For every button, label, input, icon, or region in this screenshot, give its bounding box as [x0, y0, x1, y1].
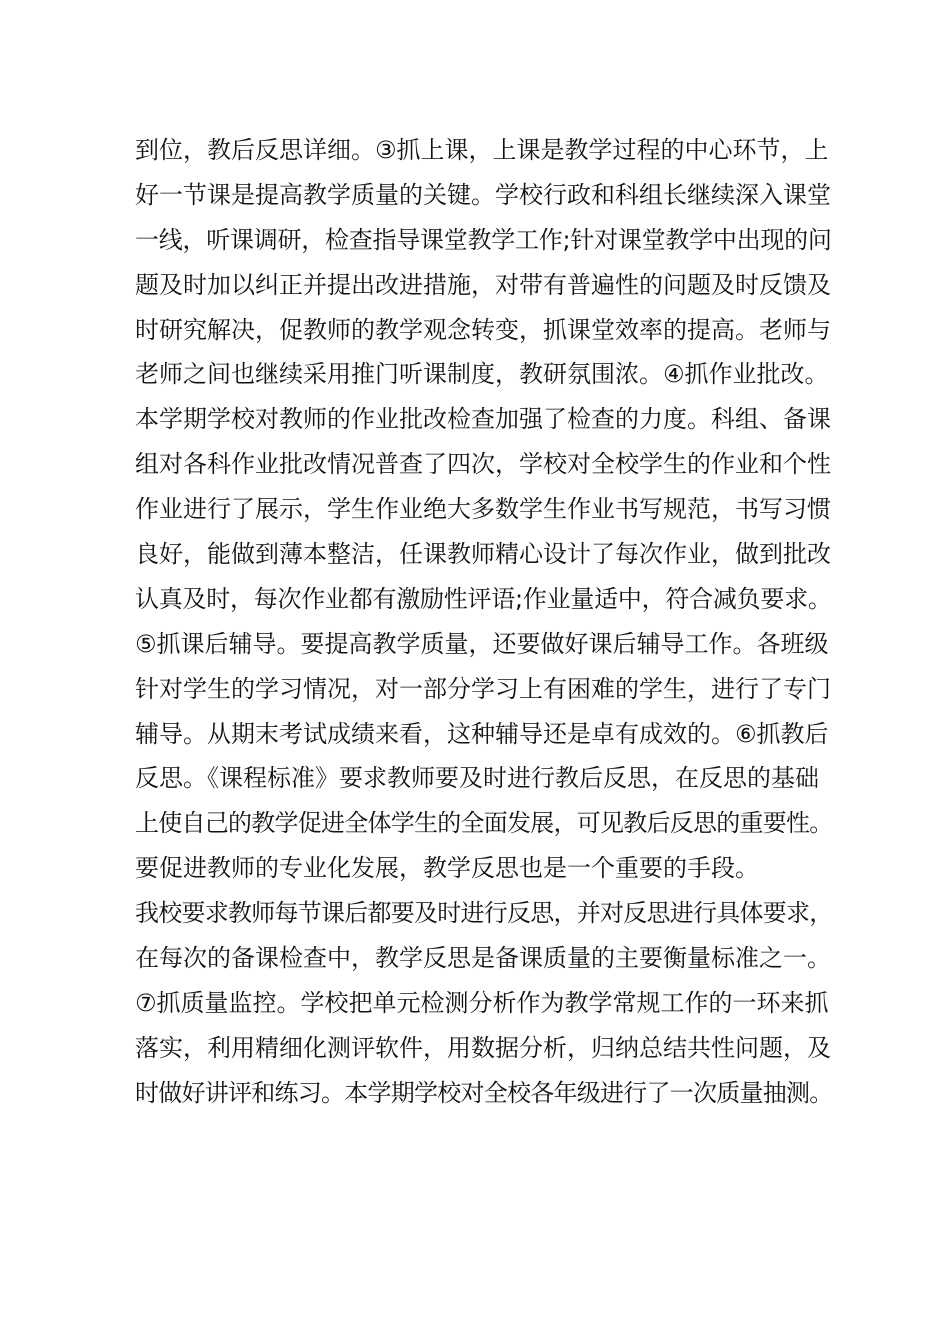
text-line: 针对学生的学习情况，对一部分学习上有困难的学生，进行了专门 — [135, 674, 831, 703]
text-line: 辅导。从期末考试成绩来看，这种辅导还是卓有成效的。⑥抓教后 — [135, 719, 829, 748]
text-line: 要促进教师的专业化发展，教学反思也是一个重要的手段。 — [135, 854, 759, 883]
text-line: 到位，教后反思详细。③抓上课，上课是教学过程的中心环节，上 — [135, 136, 829, 164]
text-line: 作业进行了展示，学生作业绝大多数学生作业书写规范，书写习惯 — [135, 495, 831, 524]
text-line: 组对各科作业批改情况普查了四次，学校对全校学生的作业和个性 — [135, 450, 831, 479]
text-line: 我校要求教师每节课后都要及时进行反思，并对反思进行具体要求， — [135, 899, 833, 928]
body-text — [135, 128, 835, 1116]
text-line: 老师之间也继续采用推门听课制度，教研氛围浓。④抓作业批改。 — [135, 360, 829, 389]
text-line: 时做好讲评和练习。本学期学校对全校各年级进行了一次质量抽测。 — [135, 1078, 833, 1107]
text-line: ⑤抓课后辅导。要提高教学质量，还要做好课后辅导工作。各班级 — [135, 629, 829, 658]
text-line: 上使自己的教学促进全体学生的全面发展，可见教后反思的重要性。 — [135, 809, 833, 838]
text-line: 反思。《课程标准》要求教师要及时进行教后反思，在反思的基础 — [135, 764, 819, 793]
text-line: 本学期学校对教师的作业批改检查加强了检查的力度。科组、备课 — [135, 405, 831, 434]
text-line: 良好，能做到薄本整洁，任课教师精心设计了每次作业，做到批改 — [135, 540, 831, 569]
text-line: ⑦抓质量监控。学校把单元检测分析作为教学常规工作的一环来抓 — [135, 988, 829, 1017]
text-line: 一线，听课调研，检查指导课堂教学工作;针对课堂教学中出现的问 — [135, 225, 832, 254]
text-line: 落实，利用精细化测评软件，用数据分析，归纳总结共性问题，及 — [135, 1033, 831, 1062]
text-line: 好一节课是提高教学质量的关键。学校行政和科组长继续深入课堂 — [135, 180, 831, 209]
text-line: 认真及时，每次作业都有激励性评语;作业量适中，符合减负要求。 — [135, 584, 832, 613]
text-line: 题及时加以纠正并提出改进措施，对带有普遍性的问题及时反馈及 — [135, 270, 831, 299]
text-line: 时研究解决，促教师的教学观念转变，抓课堂效率的提高。老师与 — [135, 315, 831, 344]
text-line: 在每次的备课检查中，教学反思是备课质量的主要衡量标准之一。 — [135, 944, 831, 973]
